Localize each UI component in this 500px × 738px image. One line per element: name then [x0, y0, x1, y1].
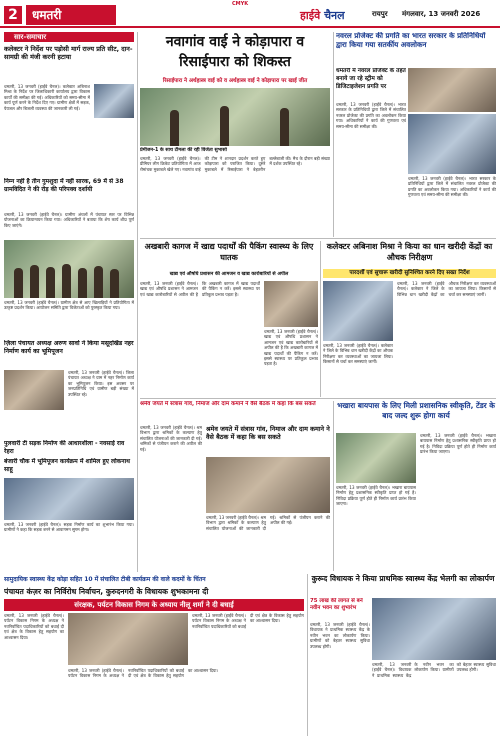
right-top-sub: धमतरी में नवरल प्रोजेक्ट के तहत बनाये जा रहे स्ट्रीम को डिजिटाइजेशन प्रगति पर — [336, 68, 406, 90]
packets-story — [140, 241, 318, 397]
column-rule-4 — [333, 401, 334, 571]
edition: रायपुर — [372, 10, 388, 18]
packets-photo — [264, 281, 318, 327]
labour-body-2: धमतरी, 13 जनवरी (हाईवे चैनल)। श्रम विभाग द्वारा श्रमिकों के कल्याण हेतु संचालित योजनाओं की जानकारी दी गई। श्रमिकों से पंजीयन कराने की अपील की गई। — [206, 515, 330, 531]
left-body-4: धमतरी, 13 जनवरी (हाईवे चैनल)। जिला पंचायत अध्यक्ष ने ग्राम में नहर निर्माण कार्य का भूमिपूजन किया। इस अवसर पर जनप्रतिनिधि एवं ग्रामीण बड़ी संख्या में उपस्थित रहे। — [68, 370, 134, 397]
labour-photo — [206, 457, 330, 513]
bottom-headline: पंचायत कंज़र का निर्विरोध निर्वाचन, कुरुदनगरी के विधायक शुभकामना दी — [4, 587, 209, 596]
left-section-header: सार-समाचार — [4, 32, 134, 42]
left-headline-3: ज़िला पंचायत अध्यक्ष अरुण सार्वा ने किया मसूदखिंड नहर निर्माण कार्य का भूमिपूजन — [4, 340, 134, 355]
packets-headline: अखबारी कागज में खाद्य पदार्थों की पैकिंग स्वास्थ्य के लिए घातक — [144, 242, 314, 262]
right-top-body: धमतरी, 13 जनवरी (हाईवे चैनल)। भारत सरकार के प्रतिनिधियों द्वारा जिले में संचालित नवरल प्रोजेक्ट की प्रगति का अवलोकन किया गया। अधिकारियों ने कार्य की गुणवत्ता एवं समय-सीमा की समीक्षा की। — [336, 102, 406, 129]
row-rule-1 — [140, 238, 496, 239]
left-photo-sports — [4, 240, 134, 298]
bottom-body-2: धमतरी, 13 जनवरी (हाईवे चैनल)। पर्यटन विकास निगम के अध्यक्ष ने नवनिर्वाचित पदाधिकारियों को बधाई दी एवं क्षेत्र के विकास हेतु सहयोग का आश्वासन दिया। — [68, 668, 218, 679]
top-story-subheadline: रिसाईपारा ने अर्थहास्त्र वाई को व अर्थहास्त्र वाई ने कोड़ापारा पर खाई जीत — [162, 78, 308, 84]
collector-sub: पारदर्शी एवं सुचारू खरीदी सुनिश्चित करने दिए सख्त निर्देश — [323, 269, 496, 278]
collector-photo — [323, 281, 393, 341]
left-column — [4, 32, 134, 570]
right-top-headline: नवरल प्रोजेक्ट की प्रगति का भारत सरकार के प्रतिनिधियों द्वारा किया गया सतर्कीय अवलोकन — [336, 32, 486, 49]
row-rule-2 — [140, 398, 496, 399]
labour-headline-2: श्रमेव जयते में संत्रास गांव, निमाज और दाम कमाने ने वैसे बैठक में कहा कि बस सकते — [206, 425, 330, 441]
bottom-right-story — [310, 574, 496, 736]
column-rule-3 — [320, 241, 321, 397]
top-story — [140, 32, 330, 237]
cmyk-mark: CMYK — [232, 1, 249, 7]
top-story-photo — [140, 88, 330, 146]
top-story-headline: नवागांव वाई ने कोड़ापारा व रिसाईपारा को शिकस्त — [165, 34, 305, 70]
left-headline-4: पुलवारी टी सड़क निर्माण की आधारशीला - नवसाई राव रेहरा — [4, 440, 125, 455]
bottom-right-headline: कुरूद विधायक ने किया प्राथमिक स्वास्थ्य केंद्र भेलगी का लोकार्पण — [311, 574, 495, 583]
labour-story — [140, 401, 330, 571]
bottom-right-body-2: धमतरी, 13 जनवरी (हाईवे चैनल)। विधायक ने प्राथमिक स्वास्थ्य केंद्र के नवीन भवन का लोकार्पण किया। ग्रामीणों को बेहतर स्वास्थ्य सुविधा उपलब्ध होगी। — [372, 662, 496, 678]
collector-body-2: धमतरी, 13 जनवरी (हाईवे चैनल)। कलेक्टर ने जिले के विभिन्न धान खरीदी केंद्रों का औचक निरीक्षण कर व्यवस्थाओं का जायजा लिया। किसानों से चर्चा कर समस्याएं जानीं। — [323, 343, 393, 365]
bharda-headline: भखारा बायपास के लिए मिली प्रशासनिक स्वीकृति, टेंडर के बाद जल्द शुरू होगा कार्य — [337, 401, 495, 420]
right-top-photo-1 — [408, 68, 496, 112]
column-rule-2 — [333, 32, 334, 237]
right-top-story — [336, 32, 496, 237]
collector-headline: कलेक्टर अबिनाश मिश्रा ने किया का धान खरीदी केंद्रों का औचक निरीक्षण — [326, 242, 493, 262]
bharda-body: धमतरी, 13 जनवरी (हाईवे चैनल)। भखारा बायपास निर्माण हेतु प्रशासनिक स्वीकृति प्राप्त हो गई है। निविदा प्रक्रिया पूर्ण होते ही निर्माण कार्य प्रारंभ किया जाएगा। — [420, 433, 496, 455]
paper-name-first: हाईवे — [300, 9, 321, 22]
top-story-caption: प्रेमीजन-1 के साथ टीमला की रही विजेता सुभासो — [140, 148, 227, 153]
bottom-left-story — [4, 586, 304, 736]
left-body-2: धमतरी, 13 जनवरी (हाईवे चैनल)। ग्रामीण अंचलों में पंचायत स्तर पर विभिन्न योजनाओं का क्रियान्वयन किया गया। अधिकारियों ने बताया कि शेष कार्य शीघ्र पूर्ण किए जाएंगे। — [4, 212, 134, 228]
left-body-3: धमतरी, 13 जनवरी (हाईवे चैनल)। ग्रामीण क्षेत्र से आए खिलाड़ियों ने प्रतियोगिता में उत्कृष्ट प्रदर्शन किया। आयोजन समिति द्वारा विजेताओं को पुरस्कृत किया गया। — [4, 300, 134, 311]
right-top-photo-2 — [408, 114, 496, 174]
top-story-body: धमतरी, 13 जनवरी (हाईवे चैनल)। प्रीमियर लीग क्रिकेट प्रतियोगिता में आज रोमांचक मुकाबले खेले गए। नवागांव वाई की टीम ने शानदार प्रदर्शन करते हुए कोड़ापारा को पराजित किया। दूसरे मुकाबले में रिसाईपारा ने बेहतरीन बल्लेबाजी की। मैच के दौरान बड़ी संख्या में दर्शक उपस्थित रहे। — [140, 156, 330, 172]
bottom-right-sub: 75 लाख की लागत से बने नवीन भवन का शुभारंभ — [310, 598, 363, 611]
column-rule-1 — [137, 32, 138, 572]
bottom-photo — [68, 613, 188, 665]
packets-sub: खाद्य एवं औषधि प्रशासन की आमजन व खाद्य कारोबारियों से अपील — [169, 272, 289, 277]
bottom-right-photo — [372, 598, 496, 660]
collector-body: धमतरी, 13 जनवरी (हाईवे चैनल)। कलेक्टर ने जिले के विभिन्न धान खरीदी केंद्रों का औचक निरीक्षण कर व्यवस्थाओं का जायजा लिया। किसानों से चर्चा कर समस्याएं जानीं। — [397, 281, 496, 297]
page-number: 2 — [4, 6, 22, 24]
column-rule-5 — [307, 574, 308, 736]
bottom-right-body: धमतरी, 13 जनवरी (हाईवे चैनल)। विधायक ने प्राथमिक स्वास्थ्य केंद्र के नवीन भवन का लोकार्पण किया। ग्रामीणों को बेहतर स्वास्थ्य सुविधा उपलब्ध होगी। — [310, 622, 370, 649]
packets-body: धमतरी, 13 जनवरी (हाईवे चैनल)। खाद्य एवं औषधि प्रशासन ने आमजन एवं खाद्य कारोबारियों से अपील की है कि अखबारी कागज में खाद्य पदार्थों की पैकिंग न करें। इससे स्वास्थ्य पर प्रतिकूल प्रभाव पड़ता है। — [140, 281, 260, 297]
bharda-body-2: धमतरी, 13 जनवरी (हाईवे चैनल)। भखारा बायपास निर्माण हेतु प्रशासनिक स्वीकृति प्राप्त हो गई है। निविदा प्रक्रिया पूर्ण होते ही निर्माण कार्य प्रारंभ किया जाएगा। — [336, 485, 416, 507]
bottom-body: धमतरी, 13 जनवरी (हाईवे चैनल)। पर्यटन विकास निगम के अध्यक्ष ने नवनिर्वाचित पदाधिकारियों को बधाई दी एवं क्षेत्र के विकास हेतु सहयोग का आश्वासन दिया। — [4, 613, 64, 640]
bottom-banner: संरक्षक, पर्यटन विकास निगम के अध्याय नीलू शर्मा ने दी बधाई — [4, 599, 304, 611]
bharda-photo — [336, 433, 416, 483]
packets-body-2: धमतरी, 13 जनवरी (हाईवे चैनल)। खाद्य एवं औषधि प्रशासन ने आमजन एवं खाद्य कारोबारियों से अपील की है कि अखबारी कागज में खाद्य पदार्थों की पैकिंग न करें। इससे स्वास्थ्य पर प्रतिकूल प्रभाव पड़ता है। — [264, 329, 318, 367]
masthead-rule — [0, 26, 500, 28]
right-top-body-2: धमतरी, 13 जनवरी (हाईवे चैनल)। भारत सरकार के प्रतिनिधियों द्वारा जिले में संचालित नवरल प्रोजेक्ट की प्रगति का अवलोकन किया गया। अधिकारियों ने कार्य की गुणवत्ता एवं समय-सीमा की समीक्षा की। — [408, 176, 496, 198]
left-headline-2: निम्न नहीं है तीन गुमशुदा में नहीं सारक, 69 में से 38 ग्रामविदित ने की रोड़ की परिपक्व दर्शायी — [4, 178, 124, 193]
labour-body: धमतरी, 13 जनवरी (हाईवे चैनल)। श्रम विभाग द्वारा श्रमिकों के कल्याण हेतु संचालित योजनाओं की जानकारी दी गई। श्रमिकों से पंजीयन कराने की अपील की गई। — [140, 425, 202, 452]
left-body-5: धमतरी, 13 जनवरी (हाईवे चैनल)। सड़क निर्माण कार्य का शुभारंभ किया गया। ग्रामीणों ने कहा कि सड़क बनने से आवागमन सुगम होगा। — [4, 522, 134, 533]
left-headline-1: कलेक्टर ने निर्देश पर पड़ोसी मार्ग राज्य प्रति सीट, दान-सामग्री की मंजी करनी हटाया — [4, 45, 133, 61]
bharda-story — [336, 401, 496, 571]
issue-date: मंगलवार, 13 जनवरी 2026 — [402, 10, 481, 18]
paper-name — [300, 8, 345, 23]
left-photo-3 — [4, 478, 134, 520]
banner-strip: सामुदायिक स्वास्थ्य केंद्र कोड़ा सहित 10 में संचालित टीबी कार्यक्रम की वाले कदमों के चिंतन — [4, 576, 206, 583]
collector-story — [323, 241, 496, 397]
paper-name-second: चैनल — [324, 9, 345, 22]
masthead — [0, 0, 500, 28]
labour-headline: श्रमेव जयते में संत्रास गांव, निमाज और दाम कमाने ने वैसे बैठक में कहा कि बस सकते — [140, 401, 316, 407]
bottom-body-3: धमतरी, 13 जनवरी (हाईवे चैनल)। पर्यटन विकास निगम के अध्यक्ष ने नवनिर्वाचित पदाधिकारियों को बधाई दी एवं क्षेत्र के विकास हेतु सहयोग का आश्वासन दिया। — [192, 613, 304, 629]
section-name: धमतरी — [26, 5, 116, 25]
left-body-1: धमतरी, 13 जनवरी (हाईवे चैनल)। कलेक्टर अबिनाश मिश्रा के निर्देश पर जिलाधिकारी कार्यालय द्वारा विकास कार्यों की समीक्षा की गई। अधिकारियों को समय-सीमा में कार्य पूर्ण करने के निर्देश दिए गए। ग्रामीण क्षेत्रों में सड़क, पेयजल और बिजली व्यवस्था की जानकारी ली गई। — [4, 84, 90, 111]
left-photo-1 — [94, 84, 134, 118]
left-photo-2 — [4, 370, 64, 410]
left-headline-5: बंजारी चौक में भूमिपूजन कार्यक्रम में शामिल हुए लोकनाथ साहू — [4, 458, 130, 473]
